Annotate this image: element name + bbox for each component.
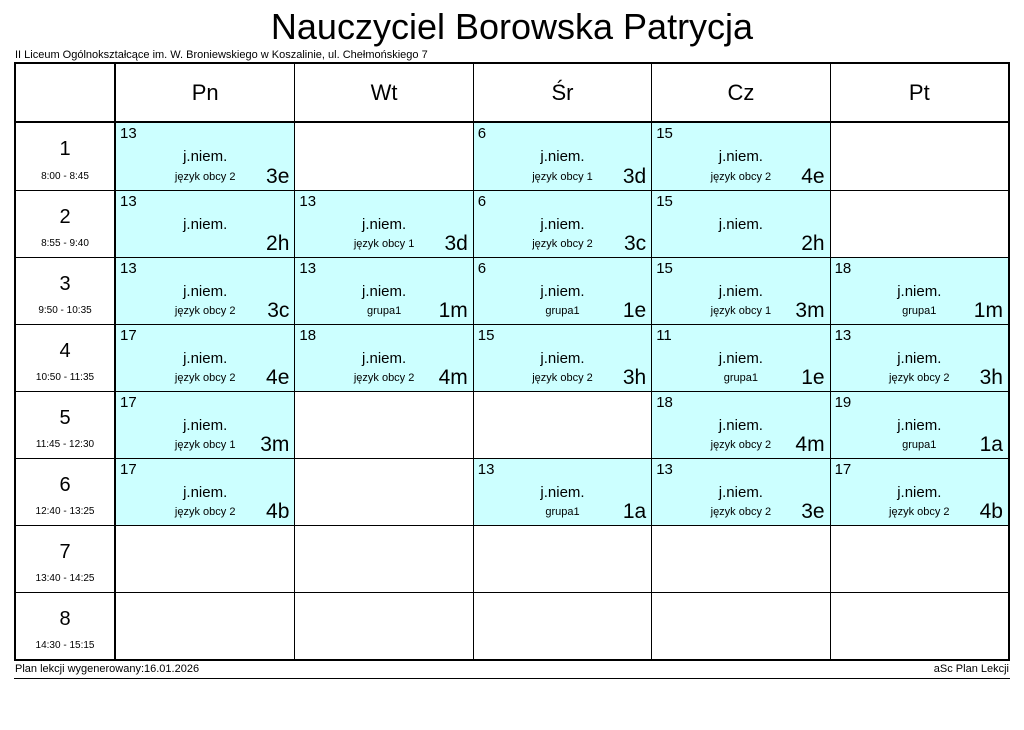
hour-cell-4 <box>16 324 116 391</box>
room-number: 6 <box>477 260 487 278</box>
empty-cell-pt-7 <box>830 525 1008 592</box>
hour-cell-5 <box>16 391 116 458</box>
empty-cell-pt-8 <box>830 592 1008 659</box>
group-label: grupa1 <box>723 372 759 385</box>
subject-name: j.niem. <box>718 216 763 234</box>
lesson-cell-pn-3 <box>116 257 294 324</box>
lesson-cell-pt-5 <box>830 391 1008 458</box>
empty-cell-sr-5 <box>473 391 651 458</box>
group-label: grupa1 <box>902 305 937 318</box>
subject-name: j.niem. <box>183 216 228 234</box>
subject-name: j.niem. <box>540 350 585 368</box>
group-label: grupa1 <box>902 439 937 452</box>
class-name: 3c <box>624 232 647 256</box>
group-label: język obcy 2 <box>174 372 236 385</box>
group-label: język obcy 2 <box>532 372 593 385</box>
group-label: język obcy 1 <box>353 238 415 251</box>
class-name: 3m <box>260 433 290 457</box>
lesson-number: 8 <box>59 608 71 631</box>
lesson-number: 3 <box>59 273 71 296</box>
class-name: 1m <box>438 299 468 323</box>
subject-name: j.niem. <box>897 484 942 502</box>
room-number: 17 <box>834 461 852 479</box>
lesson-cell-cz-2 <box>651 190 829 257</box>
lesson-number: 5 <box>59 407 71 430</box>
lesson-cell-sr-2 <box>473 190 651 257</box>
room-number: 17 <box>120 394 137 412</box>
empty-cell-cz-8 <box>651 592 829 659</box>
hour-cell-2 <box>16 190 116 257</box>
subject-name: j.niem. <box>362 283 407 301</box>
room-number: 13 <box>120 125 137 143</box>
class-name: 3e <box>801 500 825 524</box>
generated-date-label: Plan lekcji wygenerowany:16.01.2026 <box>15 663 200 676</box>
class-name: 3d <box>622 165 647 189</box>
class-name: 4m <box>795 433 825 457</box>
class-name: 1e <box>622 299 647 323</box>
room-number: 11 <box>656 327 672 345</box>
lesson-cell-sr-6 <box>473 458 651 525</box>
empty-cell-pn-7 <box>116 525 294 592</box>
subject-name: j.niem. <box>540 283 585 301</box>
class-name: 2h <box>266 232 290 256</box>
class-name: 3h <box>622 366 647 390</box>
group-label: język obcy 1 <box>532 171 593 184</box>
group-label: język obcy 2 <box>889 372 950 385</box>
subject-name: j.niem. <box>362 350 407 368</box>
lesson-time: 11:45 - 12:30 <box>35 439 95 451</box>
school-subtitle: II Liceum Ogólnokształcące im. W. Broniewskiego w Koszalinie, ul. Chełmońskiego 7 <box>15 49 428 62</box>
room-number: 18 <box>656 394 673 412</box>
lesson-cell-pn-1 <box>116 123 294 190</box>
lesson-cell-pt-6 <box>830 458 1008 525</box>
class-name: 1a <box>979 433 1003 457</box>
subject-name: j.niem. <box>718 417 763 435</box>
lesson-time: 10:50 - 11:35 <box>35 372 95 384</box>
lesson-cell-cz-5 <box>651 391 829 458</box>
timetable-corner <box>16 64 116 123</box>
subject-name: j.niem. <box>897 350 942 368</box>
lesson-time: 12:40 - 13:25 <box>35 506 95 518</box>
lesson-number: 1 <box>59 138 71 161</box>
group-label: język obcy 2 <box>889 506 950 519</box>
lesson-time: 13:40 - 14:25 <box>35 573 95 585</box>
hour-cell-7 <box>16 525 116 592</box>
day-header-cz: Cz <box>651 64 829 123</box>
room-number: 6 <box>477 193 487 211</box>
lesson-cell-sr-1 <box>473 123 651 190</box>
lesson-cell-pt-4 <box>830 324 1008 391</box>
lesson-cell-pt-3 <box>830 257 1008 324</box>
subject-name: j.niem. <box>183 350 228 368</box>
subject-name: j.niem. <box>540 484 585 502</box>
lesson-cell-wt-2 <box>294 190 472 257</box>
empty-cell-pn-8 <box>116 592 294 659</box>
lesson-cell-cz-4 <box>651 324 829 391</box>
empty-cell-wt-8 <box>294 592 472 659</box>
room-number: 17 <box>120 327 137 345</box>
group-label: język obcy 2 <box>174 506 236 519</box>
empty-cell-pt-1 <box>830 123 1008 190</box>
timetable-page <box>0 6 1024 679</box>
room-number: 13 <box>299 260 317 278</box>
day-header-pn: Pn <box>116 64 294 123</box>
class-name: 4b <box>979 500 1003 524</box>
empty-cell-cz-7 <box>651 525 829 592</box>
subject-name: j.niem. <box>897 417 942 435</box>
lesson-time: 8:00 - 8:45 <box>41 171 89 183</box>
day-header-wt: Wt <box>294 64 472 123</box>
room-number: 15 <box>656 260 673 278</box>
group-label: grupa1 <box>366 305 402 318</box>
room-number: 15 <box>656 125 673 143</box>
room-number: 17 <box>120 461 137 479</box>
empty-cell-wt-7 <box>294 525 472 592</box>
subject-name: j.niem. <box>897 283 942 301</box>
room-number: 13 <box>299 193 317 211</box>
hour-cell-1 <box>16 123 116 190</box>
group-label: język obcy 2 <box>710 506 772 519</box>
room-number: 18 <box>834 260 852 278</box>
class-name: 3c <box>267 299 290 323</box>
brand-label: aSc Plan Lekcji <box>933 663 1009 676</box>
lesson-cell-wt-4 <box>294 324 472 391</box>
hour-cell-6 <box>16 458 116 525</box>
class-name: 1m <box>973 299 1003 323</box>
group-label: grupa1 <box>545 305 580 318</box>
room-number: 13 <box>120 193 137 211</box>
day-header-pt: Pt <box>830 64 1008 123</box>
group-label: język obcy 2 <box>174 305 236 318</box>
class-name: 2h <box>801 232 825 256</box>
group-label: język obcy 2 <box>710 171 772 184</box>
empty-cell-wt-6 <box>294 458 472 525</box>
day-header-sr: Śr <box>473 64 651 123</box>
class-name: 3h <box>979 366 1003 390</box>
timetable <box>14 62 1010 661</box>
hour-cell-8 <box>16 592 116 659</box>
subject-name: j.niem. <box>718 283 763 301</box>
class-name: 4b <box>266 500 290 524</box>
lesson-cell-cz-6 <box>651 458 829 525</box>
lesson-time: 8:55 - 9:40 <box>41 238 89 250</box>
subject-name: j.niem. <box>718 148 763 166</box>
subject-name: j.niem. <box>183 283 228 301</box>
class-name: 3m <box>795 299 825 323</box>
lesson-cell-wt-3 <box>294 257 472 324</box>
group-label: język obcy 2 <box>532 238 593 251</box>
room-number: 19 <box>834 394 852 412</box>
subject-name: j.niem. <box>718 484 763 502</box>
room-number: 13 <box>477 461 495 479</box>
lesson-cell-cz-1 <box>651 123 829 190</box>
class-name: 1e <box>801 366 825 390</box>
lesson-number: 6 <box>59 474 71 497</box>
lesson-cell-pn-6 <box>116 458 294 525</box>
lesson-number: 7 <box>59 541 71 564</box>
room-number: 13 <box>120 260 137 278</box>
room-number: 18 <box>299 327 317 345</box>
subject-name: j.niem. <box>540 148 585 166</box>
lesson-number: 2 <box>59 206 71 229</box>
lesson-time: 9:50 - 10:35 <box>38 305 92 317</box>
subject-name: j.niem. <box>362 216 407 234</box>
subject-name: j.niem. <box>183 484 228 502</box>
subject-name: j.niem. <box>183 148 228 166</box>
group-label: język obcy 1 <box>710 305 772 318</box>
room-number: 15 <box>477 327 495 345</box>
class-name: 4e <box>266 366 290 390</box>
room-number: 15 <box>656 193 673 211</box>
empty-cell-wt-1 <box>294 123 472 190</box>
group-label: język obcy 2 <box>710 439 772 452</box>
class-name: 3e <box>266 165 290 189</box>
subject-name: j.niem. <box>183 417 228 435</box>
class-name: 4e <box>801 165 825 189</box>
empty-cell-pt-2 <box>830 190 1008 257</box>
subject-name: j.niem. <box>540 216 585 234</box>
class-name: 1a <box>622 500 647 524</box>
group-label: grupa1 <box>545 506 580 519</box>
hour-cell-3 <box>16 257 116 324</box>
page-title: Nauczyciel Borowska Patrycja <box>270 6 754 47</box>
lesson-cell-pn-5 <box>116 391 294 458</box>
lesson-cell-sr-4 <box>473 324 651 391</box>
lesson-cell-pn-4 <box>116 324 294 391</box>
group-label: język obcy 2 <box>174 171 236 184</box>
group-label: język obcy 2 <box>353 372 415 385</box>
timetable-footer <box>14 663 1010 679</box>
lesson-cell-pn-2 <box>116 190 294 257</box>
room-number: 6 <box>477 125 487 143</box>
subject-name: j.niem. <box>718 350 763 368</box>
class-name: 4m <box>438 366 468 390</box>
empty-cell-sr-8 <box>473 592 651 659</box>
empty-cell-sr-7 <box>473 525 651 592</box>
room-number: 13 <box>834 327 852 345</box>
group-label: język obcy 1 <box>174 439 236 452</box>
empty-cell-wt-5 <box>294 391 472 458</box>
lesson-cell-sr-3 <box>473 257 651 324</box>
lesson-time: 14:30 - 15:15 <box>35 640 95 652</box>
lesson-cell-cz-3 <box>651 257 829 324</box>
class-name: 3d <box>444 232 468 256</box>
room-number: 13 <box>656 461 673 479</box>
lesson-number: 4 <box>59 340 71 363</box>
